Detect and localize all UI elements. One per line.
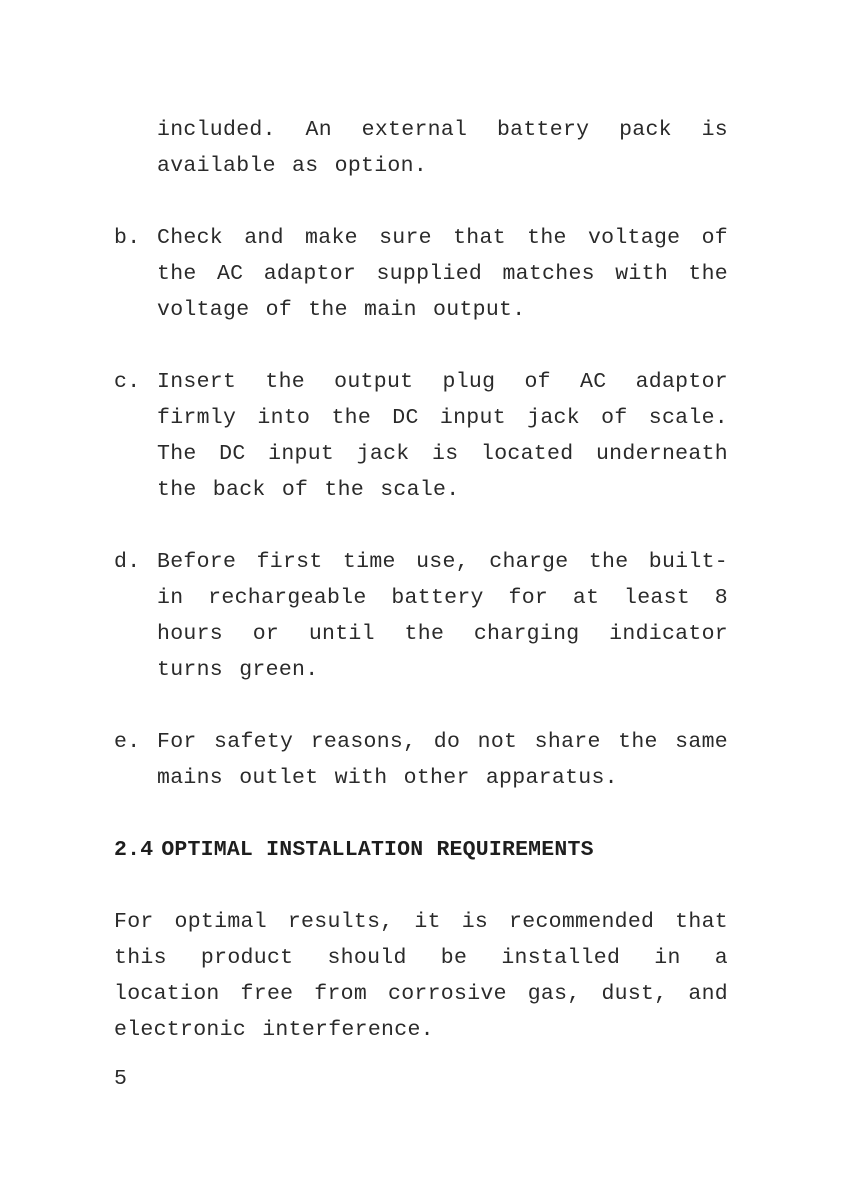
continuation-paragraph: included. An external battery pack is available as option. — [157, 118, 728, 178]
list-item-letter: c. — [114, 370, 141, 394]
list-item-letter: d. — [114, 550, 141, 574]
list-item-letter: e. — [114, 730, 141, 754]
list-item-e — [114, 724, 728, 796]
section-number: 2.4 — [114, 838, 154, 862]
list-item-b — [114, 220, 728, 328]
list-item-d — [114, 544, 728, 688]
list-item-text: For safety reasons, do not share the same mains outlet with other apparatus. — [157, 730, 728, 790]
document-page — [114, 112, 728, 1048]
section-title: OPTIMAL INSTALLATION REQUIREMENTS — [161, 838, 594, 862]
page-number: 5 — [114, 1067, 128, 1091]
list-item-letter: b. — [114, 226, 141, 250]
section-body-paragraph: For optimal results, it is recommended that this product should be installed in a location free from corrosive gas, dust, and electronic interference. — [114, 910, 728, 1042]
list-item-text: Insert the output plug of AC adaptor firmly into the DC input jack of scale. The DC input jack is located underneath the back of the scale. — [157, 370, 728, 502]
list-item-c — [114, 364, 728, 508]
section-heading — [114, 832, 728, 868]
list-item-text: Before first time use, charge the built-in rechargeable battery for at least 8 hours or until the charging indicator turns green. — [157, 550, 728, 682]
list-item-text: Check and make sure that the voltage of the AC adaptor supplied matches with the voltage of the main output. — [157, 226, 728, 322]
